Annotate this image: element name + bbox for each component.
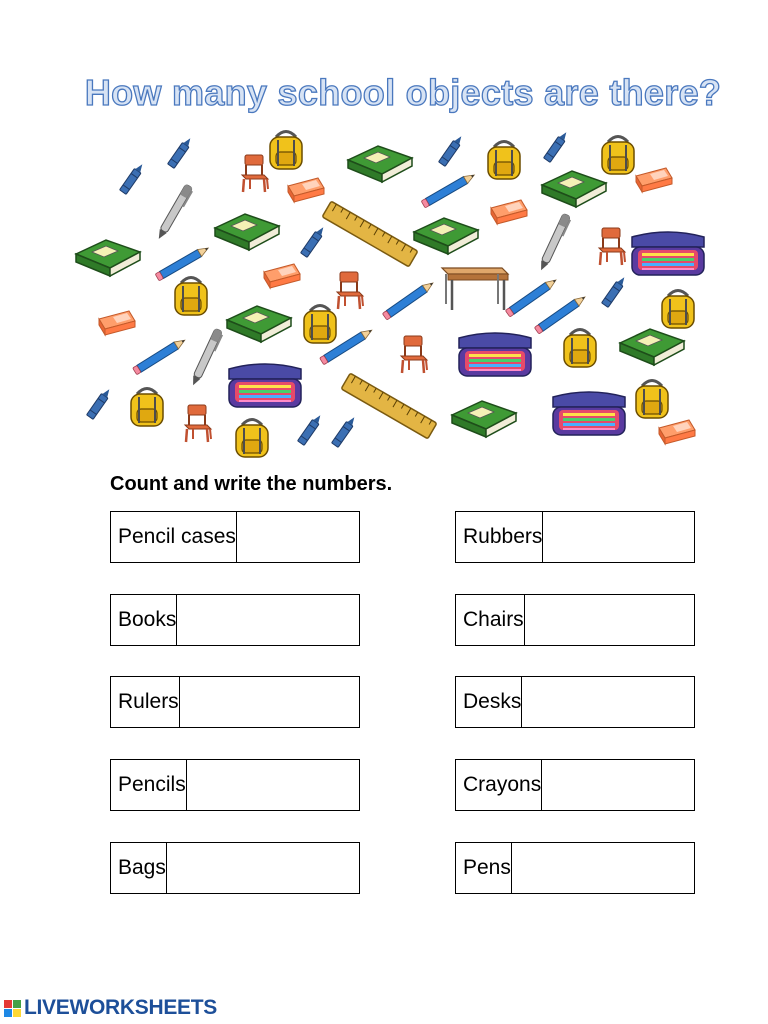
label-rubbers: Rubbers	[456, 512, 543, 562]
label-pens: Pens	[456, 843, 512, 893]
count-row-crayons	[455, 759, 695, 811]
bag-6	[662, 291, 694, 329]
count-row-pens	[455, 842, 695, 894]
ruler-1	[322, 201, 418, 267]
chair-5	[185, 405, 211, 442]
book-3	[215, 214, 279, 250]
desk-1	[442, 268, 508, 310]
crayon-9	[332, 415, 358, 447]
liveworksheets-logo-icon	[4, 1000, 21, 1017]
crayon-7	[87, 387, 113, 419]
ruler-2	[341, 373, 437, 439]
crayon-5	[301, 225, 327, 257]
label-rulers: Rulers	[111, 677, 180, 727]
book-7	[620, 329, 684, 365]
book-6	[227, 306, 291, 342]
pencil-1	[421, 172, 476, 208]
instruction: Count and write the numbers.	[110, 473, 393, 495]
bag-9	[636, 381, 668, 419]
book-4	[414, 218, 478, 254]
crayon-8	[298, 413, 324, 445]
chair-1	[242, 155, 268, 192]
crayon-2	[120, 162, 146, 194]
label-books: Books	[111, 595, 177, 645]
bag-1	[270, 132, 302, 170]
liveworksheets-logo[interactable]	[4, 996, 217, 1020]
count-row-books	[110, 594, 360, 646]
book-1	[348, 146, 412, 182]
book-8	[452, 401, 516, 437]
pencil-case-3	[229, 364, 301, 407]
bag-3	[602, 137, 634, 175]
book-2	[542, 171, 606, 207]
answer-rulers[interactable]	[180, 677, 451, 727]
bag-8	[131, 389, 163, 427]
label-desks: Desks	[456, 677, 522, 727]
answer-books[interactable]	[177, 595, 448, 645]
pencil-7	[133, 337, 187, 375]
answer-crayons[interactable]	[542, 760, 768, 810]
liveworksheets-logo-text: LIVEWORKSHEETS	[24, 996, 217, 1019]
bag-5	[304, 306, 336, 344]
pencil-case-2	[459, 333, 531, 376]
school-objects-illustration	[0, 0, 768, 470]
pen-3	[189, 328, 224, 388]
count-row-chairs	[455, 594, 695, 646]
pen-1	[155, 184, 194, 242]
answer-desks[interactable]	[522, 677, 768, 727]
rubber-3	[636, 168, 672, 192]
pencil-3	[382, 280, 435, 320]
pen-2	[537, 213, 572, 273]
pencil-case-1	[632, 232, 704, 275]
rubber-1	[288, 178, 324, 202]
crayon-4	[544, 130, 570, 162]
rubber-2	[491, 200, 527, 224]
bag-2	[488, 142, 520, 180]
count-row-rulers	[110, 676, 360, 728]
label-pencil-cases: Pencil cases	[111, 512, 237, 562]
bag-7	[564, 330, 596, 368]
pencil-2	[155, 245, 210, 281]
count-row-pencils	[110, 759, 360, 811]
crayon-1	[168, 136, 194, 168]
crayon-3	[439, 134, 465, 166]
chair-2	[599, 228, 625, 265]
rubber-6	[659, 420, 695, 444]
rubber-5	[99, 311, 135, 335]
answer-chairs[interactable]	[525, 595, 768, 645]
count-row-rubbers	[455, 511, 695, 563]
label-chairs: Chairs	[456, 595, 525, 645]
pencil-5	[534, 294, 587, 334]
count-row-bags	[110, 842, 360, 894]
pencil-4	[505, 277, 558, 317]
answer-pens[interactable]	[512, 843, 768, 893]
count-row-pencil-cases	[110, 511, 360, 563]
label-crayons: Crayons	[456, 760, 542, 810]
chair-4	[401, 336, 427, 373]
chair-3	[337, 272, 363, 309]
page-title: How many school objects are there?	[84, 72, 722, 113]
count-row-desks	[455, 676, 695, 728]
label-pencils: Pencils	[111, 760, 187, 810]
crayon-6	[602, 275, 628, 307]
answer-bags[interactable]	[167, 843, 438, 893]
book-5	[76, 240, 140, 276]
answer-pencils[interactable]	[187, 760, 458, 810]
rubber-4	[264, 264, 300, 288]
pencil-case-4	[553, 392, 625, 435]
bag-4	[175, 278, 207, 316]
bag-10	[236, 420, 268, 458]
answer-rubbers[interactable]	[543, 512, 768, 562]
label-bags: Bags	[111, 843, 167, 893]
